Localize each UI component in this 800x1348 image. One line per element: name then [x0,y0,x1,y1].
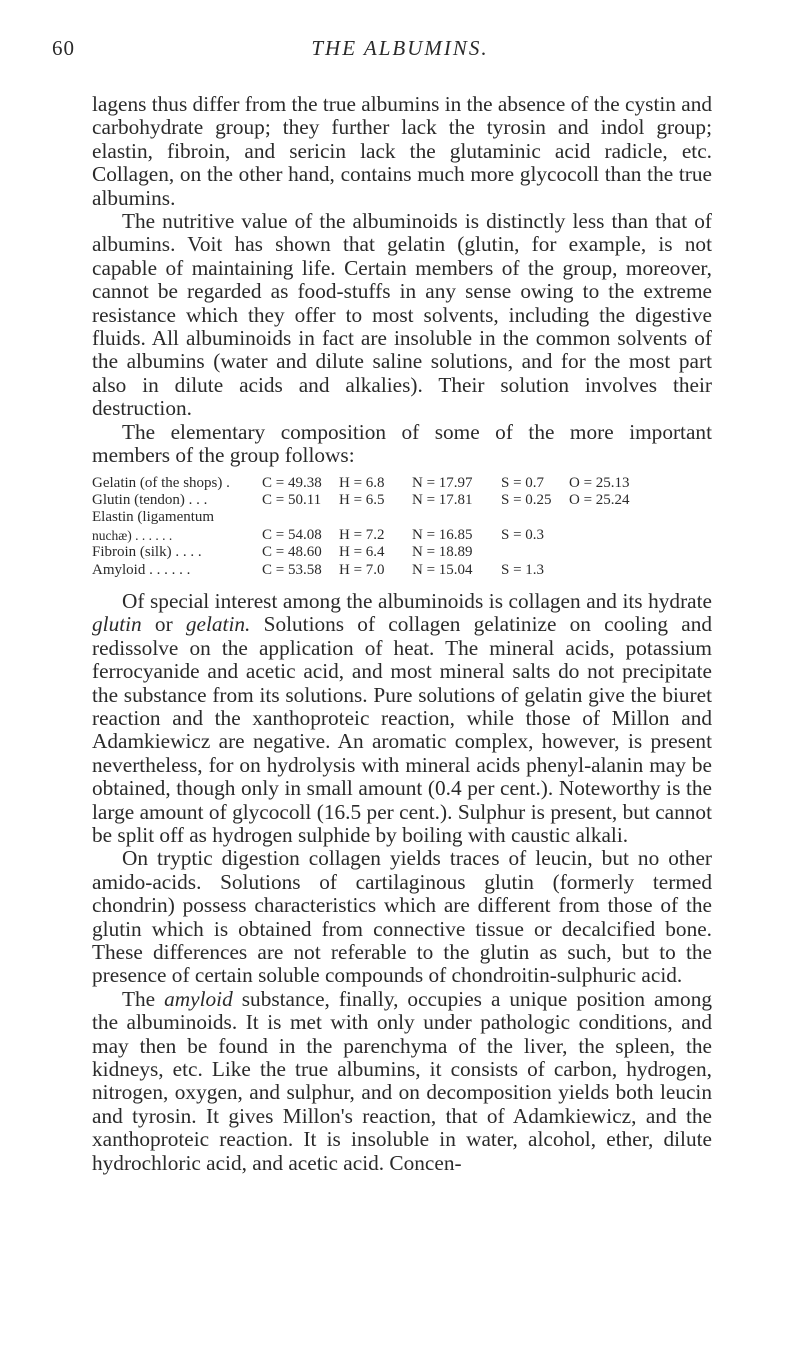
nitrogen-value: N = 15.04 [412,561,473,578]
carbon-value: C = 53.58 [262,561,322,578]
oxygen-value: O = 25.24 [569,491,630,508]
oxygen-value: O = 25.13 [569,474,630,491]
hydrogen-value: H = 6.4 [339,544,385,561]
nitrogen-value: N = 17.97 [412,474,473,491]
paragraph-tryptic-digestion: On tryptic digestion collagen yields traces of leucin, but no other amido-acids. Solutions of cartilaginous glutin (formerly termed chondrin) possess characteristics which are different from those of the glutin which is obtained from connective tissue or decalcified bone. These differences are not referable to the glutin as such, but to the presence of certain soluble compounds of chondroitin-sulphuric acid. [92,846,712,988]
paragraph-text: The [122,986,165,1011]
substance-name: Amyloid . . . . . . [92,561,191,578]
amyloid-term: amyloid [164,986,233,1011]
glutin-term: glutin [92,612,142,637]
paragraph-text: or [141,612,186,637]
paragraph-nutritive-value: The nutritive value of the albuminoids is distinctly less than that of albumins. Voit has shown that gelatin (glutin, for example, is not capable of maintaining life. Certain members of the group, moreover, cannot be regarded as food-stuffs in any sense owing to the extreme resistance which they offer to most solvents, including the digestive fluids. All albuminoids in fact are insoluble in the common solvents of the albumins (water and dilute saline solutions, and for the most part also in dilute acids and alkalies). Their solution involves their destruction. [92,209,712,421]
body-text [92,93,712,1175]
hydrogen-value: H = 6.8 [339,474,385,491]
hydrogen-value: H = 7.2 [339,526,385,543]
table-row [92,475,712,492]
paragraph-amyloid [92,988,712,1175]
table-row [92,562,712,579]
paragraph-composition-intro: The elementary composition of some of the more important members of the group follows: [92,419,712,468]
table-row [92,492,712,509]
paragraph-collagen-glutin [92,590,712,847]
carbon-value: C = 50.11 [262,491,322,508]
substance-name: Fibroin (silk) . . . . [92,544,202,561]
oxygen-value [569,509,712,526]
oxygen-value [569,562,712,579]
carbon-value: C = 48.60 [262,544,322,561]
running-head [0,32,800,62]
nitrogen-value: N = 17.81 [412,491,473,508]
sulphur-value: S = 0.7 [501,474,545,491]
sulphur-value: S = 0.3 [501,526,545,543]
hydrogen-value: H = 6.5 [339,491,385,508]
hydrogen-value [339,509,412,526]
paragraph-text: substance, finally, occupies a unique position among the albuminoids. It is met with only under pathologic conditions, and may then be found in the parenchyma of the liver, the spleen, the kidneys, etc. Like the true albumins, it consists of carbon, hydrogen, nitrogen, oxygen, and sulphur, and on decomposition yields both leucin and tyrosin. It gives Millon's reaction, that of Adamkiewicz, and the xanthoproteic reaction. It is insoluble in water, alcohol, ether, dilute hydrochloric acid, and acetic acid. Concen- [92,986,712,1175]
composition-table [92,475,712,579]
running-title: THE ALBUMINS. [311,36,489,60]
sulphur-value: S = 0.25 [501,491,552,508]
gelatin-term: gelatin. [185,612,251,637]
paragraph-collagen-differences: lagens thus differ from the true albumins in the absence of the cystin and carbohydrate group; they further lack the tyrosin and indol group; elastin, fibroin, and sericin lack the glutaminic acid radicle, etc. Collagen, on the other hand, contains much more glycocoll than the true albumins. [92,92,713,210]
table-row [92,544,712,561]
paragraph-text: Of special interest among the albuminoids is collagen and its hydrate [122,588,712,613]
table-row [92,527,712,544]
substance-name: nuchæ) . . . . . . [92,527,173,543]
paragraph-text: Solutions of collagen gelatinize on cooling and redissolve on the application of heat. The mineral acids, potassium ferrocyanide and acetic acid, and most mineral salts do not precipitate the substance from its solutions. Pure solutions of gelatin give the biuret reaction and the xanthoproteic reaction, while those of Millon and Adamkiewicz are negative. An aromatic complex, however, is present nevertheless, for on hydrolysis with mineral acids phenyl-alanin may be obtained, though only in small amount (0.4 per cent.). Noteworthy is the large amount of glycocoll (16.5 per cent.). Sulphur is present, but cannot be split off as hydrogen sulphide by boiling with caustic alkali. [92,612,712,847]
page-number: 60 [52,36,75,60]
carbon-value: C = 49.38 [262,474,322,491]
nitrogen-value: N = 18.89 [412,544,473,561]
hydrogen-value: H = 7.0 [339,561,385,578]
substance-name: Glutin (tendon) . . . [92,491,208,508]
nitrogen-value [412,509,501,526]
table-row [92,509,712,526]
sulphur-value [501,509,569,526]
sulphur-value [501,544,569,561]
carbon-value [262,509,339,526]
oxygen-value [569,527,712,544]
sulphur-value: S = 1.3 [501,561,545,578]
carbon-value: C = 54.08 [262,526,322,543]
nitrogen-value: N = 16.85 [412,526,473,543]
substance-name: Gelatin (of the shops) . [92,474,230,491]
substance-name: Elastin (ligamentum [92,509,215,526]
oxygen-value [569,544,712,561]
